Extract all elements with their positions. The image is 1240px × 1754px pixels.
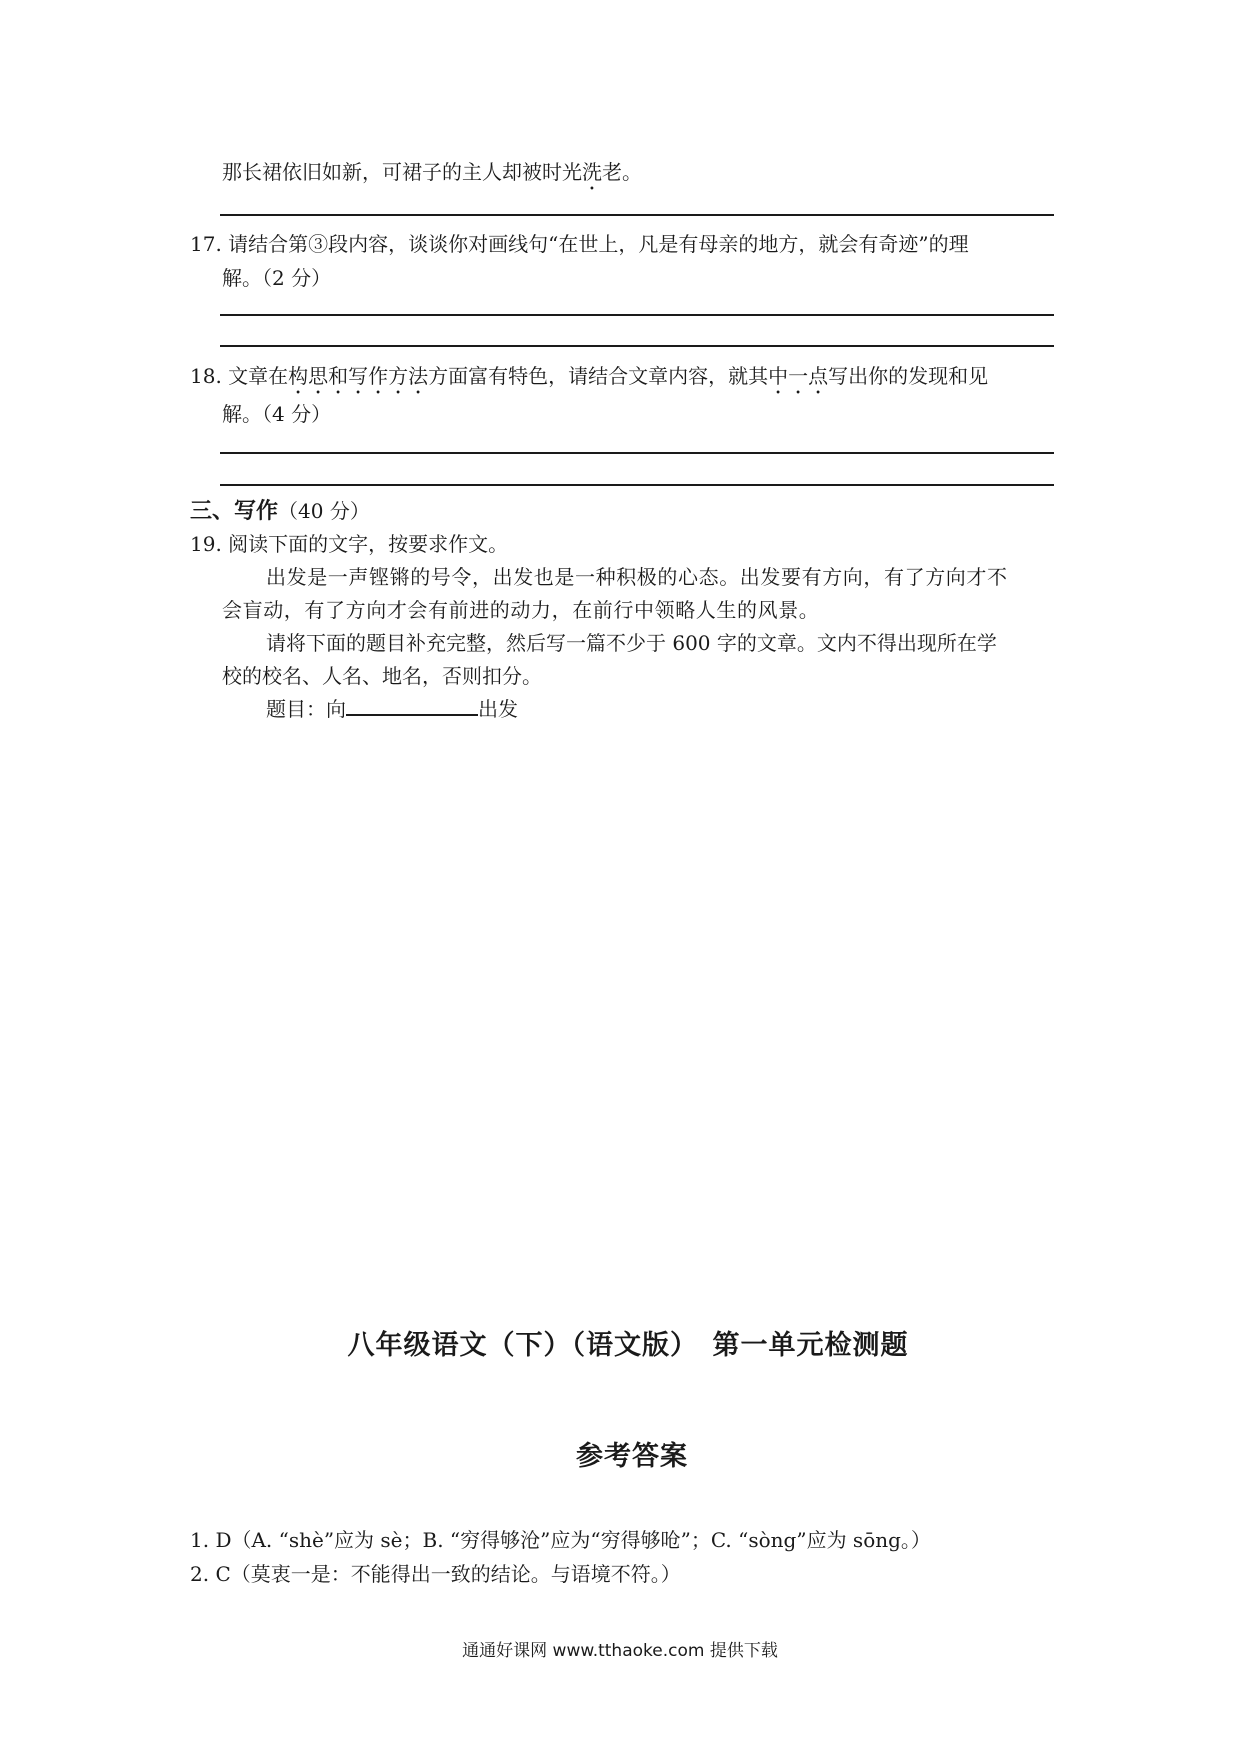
prompt-paragraph-line1: 出发是一声铿锵的号令，出发也是一种积极的心态。出发要有方向，有了方向才不	[266, 565, 1008, 589]
answer-line	[220, 314, 1054, 316]
answer-line	[220, 452, 1054, 454]
continuation-sentence: 那长裙依旧如新，可裙子的主人却被时光洗老。	[222, 160, 642, 184]
prompt-paragraph-line2: 会盲动，有了方向才会有前进的动力，在前行中领略人生的风景。	[222, 598, 820, 622]
answer-line	[220, 345, 1054, 347]
question-18-line1: 18. 文章在构思和写作方法方面富有特色，请结合文章内容，就其中一点写出你的发现和见	[190, 364, 989, 388]
topic-blank	[346, 694, 478, 716]
answers-title: 八年级语文（下）（语文版） 第一单元检测题	[347, 1330, 909, 1361]
section-heading: 三、写作（40 分）	[190, 498, 370, 524]
answer-line	[220, 484, 1054, 486]
question-17-line1: 17. 请结合第③段内容，谈谈你对画线句“在世上，凡是有母亲的地方，就会有奇迹”的理	[190, 232, 969, 256]
answer-line	[220, 214, 1054, 216]
question-19-line1: 19. 阅读下面的文字，按要求作文。	[190, 532, 509, 556]
answer-1: 1. D（A. “shè”应为 sè；B. “穷得够沧”应为“穷得够呛”；C. “sòng”应为 sōng。）	[190, 1528, 931, 1552]
footer-watermark: 通通好课网 www.tthaoke.com 提供下载	[462, 1641, 778, 1661]
question-18-line2: 解。（4 分）	[222, 402, 332, 426]
question-17-line2: 解。（2 分）	[222, 266, 332, 290]
instruction-line1: 请将下面的题目补充完整，然后写一篇不少于 600 字的文章。文内不得出现所在学	[266, 631, 997, 655]
answer-2: 2. C（莫衷一是：不能得出一致的结论。与语境不符。）	[190, 1562, 681, 1586]
essay-topic: 题目：向 出发	[266, 693, 518, 722]
answers-subtitle: 参考答案	[576, 1441, 688, 1472]
instruction-line2: 校的校名、人名、地名，否则扣分。	[222, 664, 542, 688]
